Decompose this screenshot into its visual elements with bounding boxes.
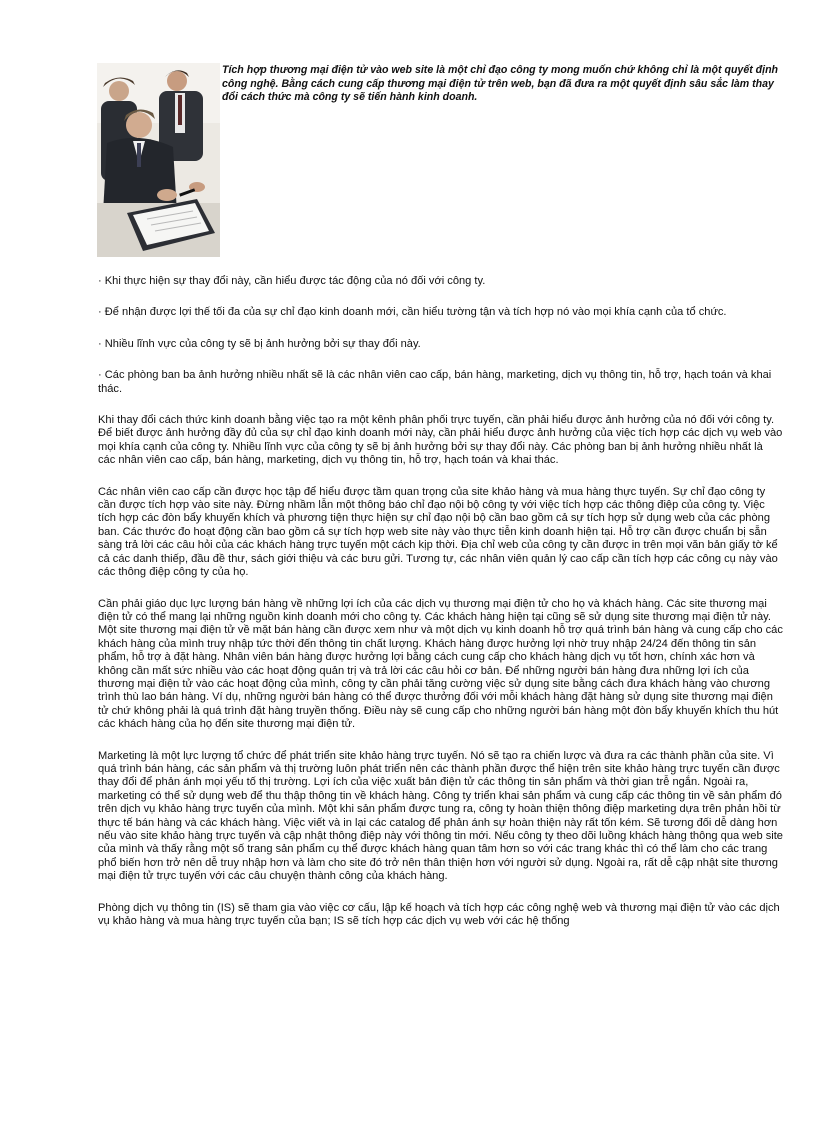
business-meeting-photo [97,63,220,257]
paragraph-2: Các nhân viên cao cấp cần được học tập để hiểu được tầm quan trọng của site khảo hàng và mua hàng thực tuyến. Sự chỉ đạo công ty cần được tích hợp vào site này. Đừng nhầm lẫn một thông báo chỉ đạo nội bộ công ty với việc tích hợp các thông điệp của công ty. Việc tích hợp các đòn bẩy khuyến khích và phương tiện thực hiện sự chỉ đạo nội bộ cần bao gồm cả sự tích hợp sử dụng web của các phòng ban. Các thước đo hoạt động cần bao gồm cả sự tích hợp web site này vào thực tiễn kinh doanh hiện tại. Hỗ trợ cần được chuẩn bị sẵn sàng trả lời các câu hỏi của các khách hàng trực tuyến một cách kịp thời. Địa chỉ web của công ty cần được in trên mọi văn bản giấy tờ kể cả các danh thiếp, đầu đề thư, sách giới thiệu và các bưu gửi. Tương tự, các nhân viên quản lý cao cấp cần tích hợp các công cụ này vào các thông điệp công ty của họ. [98,485,778,579]
intro-text: Tích hợp thương mại điện tử vào web site là một chỉ đạo công ty mong muốn chứ không chỉ là một quyết định công nghệ. Bằng cách cung cấp thương mại điện tử trên web, bạn đã đưa ra một quyết định sâu sắc làm thay đổi cách thức mà công ty sẽ tiến hành kinh doanh. [222,64,779,104]
paragraph-4: Marketing là một lực lượng tổ chức để phát triển site khảo hàng trực tuyến. Nó sẽ tạo ra chiến lược và đưa ra các thành phần của site. Vì quá trình bán hàng, các sản phẩm và thị trường luôn phát triển nên các thành phần được thể hiện trên site khảo hàng trực tuyến cần được thay đổi để phản ánh mọi yếu tố thị trường. Lợi ích của việc xuất bản điện tử các thông tin sản phẩm và thời gian trễ ngắn. Ngoài ra, marketing có thể sử dụng web để thu thập thông tin về khách hàng. Công ty triển khai sản phẩm và cung cấp các thông tin về sản phẩm đó trên dịch vụ khảo hàng trực tuyến của mình. Một khi sản phẩm được tung ra, công ty hoàn thiện thông điệp marketing dựa trên phản hồi từ thực tế bán hàng và các khách hàng. Việc viết và in lại các catalog để phản ánh sự hoàn thiện này rất tốn kém. Sẽ tương đối dễ dàng hơn nếu vào site khảo hàng trực tuyến và cập nhật thông điệp này với thông tin mới. Nếu công ty theo dõi luồng khách hàng thông qua web site của mình và thấy rằng một số trang sản phẩm cụ thể được khách hàng quan tâm hơn so với các trang khác thì có thể làm cho các trang phổ biến hơn trở nên dễ truy nhập hơn và làm cho site đó trở nên thân thiện hơn với người sử dụng. Ngoài ra, rất dễ cập nhật site thương mại điện tử trực tuyến với các câu chuyện thành công của khách hàng. [98,749,783,883]
paragraph-5: Phòng dịch vụ thông tin (IS) sẽ tham gia vào việc cơ cấu, lập kế hoạch và tích hợp các công nghệ web và thương mại điện tử vào các dịch vụ khảo hàng và mua hàng trực tuyến của bạn; IS sẽ tích hợp các dịch vụ web với các hệ thống [98,901,780,928]
paragraph-1: Khi thay đổi cách thức kinh doanh bằng việc tạo ra một kênh phân phối trực tuyến, cần phải hiểu được ảnh hưởng của nó đối với công ty. Để biết được ảnh hưởng đầy đủ của sự chỉ đạo kinh doanh mới này, cần phải hiểu được ảnh hưởng của việc tích hợp các dịch vụ web vào mọi khía cạnh của công ty. Nhiều lĩnh vực của công ty sẽ bị ảnh hưởng bởi sự thay đổi này. Các phòng ban bị ảnh hưởng nhiều nhất là các nhân viên cao cấp, bán hàng, marketing, dịch vụ thông tin, hỗ trợ, hạch toán và khai thác. [98,414,783,467]
bullet-item-1: · Khi thực hiện sự thay đổi này, cần hiểu được tác động của nó đối với công ty. [98,275,486,287]
bullet-item-3: · Nhiều lĩnh vực của công ty sẽ bị ảnh hưởng bởi sự thay đổi này. [98,337,421,350]
bullet-item-2: · Để nhận được lợi thế tối đa của sự chỉ đạo kinh doanh mới, cần hiểu tường tận và tích hợp nó vào mọi khía cạnh của tổ chức. [98,306,727,319]
body-content [98,275,783,946]
bullet-item-4: · Các phòng ban ba ảnh hưởng nhiều nhất sẽ là các nhân viên cao cấp, bán hàng, marketing, dịch vụ thông tin, hỗ trợ, hạch toán và khai thác. [98,369,772,395]
paragraph-3: Cần phải giáo dục lực lượng bán hàng về những lợi ích của các dịch vụ thương mại điện tử cho họ và khách hàng. Các site thương mại điện tử có thể mang lại những nguồn kinh doanh mới cho công ty. Các khách hàng hiện tại cũng sẽ sử dụng site thương mại điện tử này. Một site thương mại điện tử về mặt bán hàng cần được xem như và một dịch vụ kinh doanh hỗ trợ quá trình bán hàng và cung cấp cho các khách hàng của mình truy nhập tức thời đến thông tin chất lượng. Khách hàng được hưởng lợi nhờ truy nhập 24/24 đến thông tin sản phẩm, hỗ trợ à đặt hàng. Nhân viên bán hàng được hưởng lợi bằng cách cung cấp cho khách hàng dịch vụ tốt hơn, chính xác hơn và không cần mất sức nhiều vào các hoạt động quản trị và trả lời các câu hỏi cơ bản. Để những người bán hàng đưa những lợi ích của thương mại điện tử vào các hoạt động của mình, công ty cần phải tăng cường việc sử dụng site bằng cách đưa khách hàng vào chương trình thù lao bán hàng. Ví dụ, những người bán hàng có thể được thưởng đối với mỗi khách hàng đặt hàng sử dụng site thương mại điện tử chứ không phải là quá trình đặt hàng truyền thống. Điều này sẽ cung cấp cho những người bán hàng một đòn bẩy khuyến khích thu hút các khách hàng của họ đến site thương mại điện tử. [98,597,783,731]
